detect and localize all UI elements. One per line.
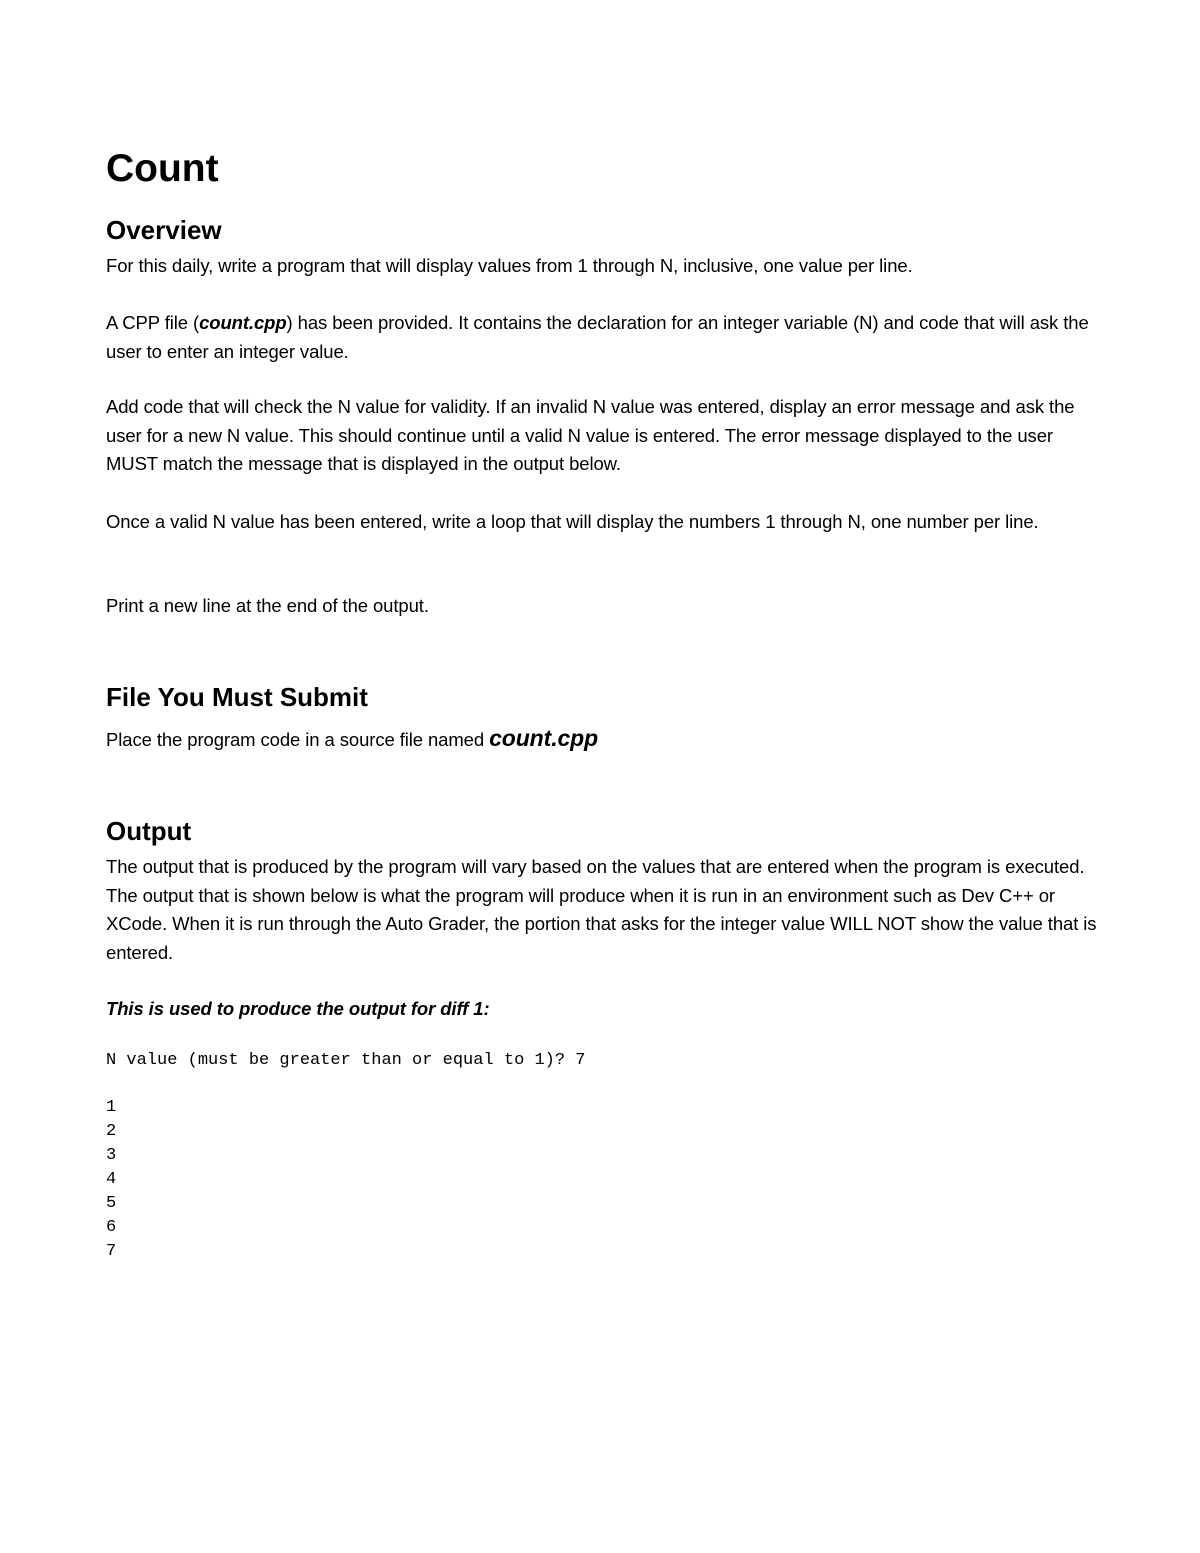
overview-paragraph-4: Once a valid N value has been entered, write a loop that will display the numbers 1 through N, one number per line.: [106, 511, 1039, 532]
output-heading: Output: [106, 816, 192, 846]
overview-paragraph-5: Print a new line at the end of the output.: [106, 595, 429, 616]
output-paragraph: The output that is produced by the program will vary based on the values that are entered when the program is executed. The output that is shown below is what the program will produce when it is run in an environment such as Dev C++ or XCode. When it is run through the Auto Grader, the portion that asks for the integer value WILL NOT show the value that is entered.: [106, 856, 1097, 963]
sample-output-line: 4: [106, 1170, 117, 1189]
overview-heading: Overview: [106, 215, 222, 245]
p2-text-after: ) has been provided. It contains the declaration for an integer variable (N) and code that will ask the user to enter an integer value.: [106, 312, 1089, 362]
sample-output-line: 3: [106, 1146, 117, 1165]
sample-output-lines: [106, 1096, 116, 1264]
overview-paragraph-1: For this daily, write a program that will display values from 1 through N, inclusive, one value per line.: [106, 255, 913, 276]
sample-output-line: 1: [106, 1098, 117, 1117]
submit-paragraph: [106, 724, 1101, 755]
p2-text-before: A CPP file (: [106, 312, 200, 333]
output-caption: This is used to produce the output for diff 1:: [106, 998, 490, 1019]
submit-text: Place the program code in a source file named: [106, 729, 490, 750]
overview-paragraph-3: Add code that will check the N value for validity. If an invalid N value was entered, display an error message and ask the user for a new N value. This should continue until a valid N value is entered. The error message displayed to the user MUST match the message that is displayed in the output below.: [106, 396, 1075, 474]
file-name-inline: count.cpp: [199, 312, 287, 333]
sample-output-line: 2: [106, 1122, 117, 1141]
submit-file-name: count.cpp: [489, 725, 599, 751]
submit-heading: File You Must Submit: [106, 682, 368, 712]
sample-output-line: 5: [106, 1194, 117, 1213]
sample-output-line: 7: [106, 1242, 117, 1261]
sample-prompt-line: N value (must be greater than or equal to 1)? 7: [106, 1051, 586, 1070]
sample-output-line: 6: [106, 1218, 117, 1237]
overview-paragraph-2: [106, 309, 1101, 366]
page-title: Count: [106, 147, 219, 190]
